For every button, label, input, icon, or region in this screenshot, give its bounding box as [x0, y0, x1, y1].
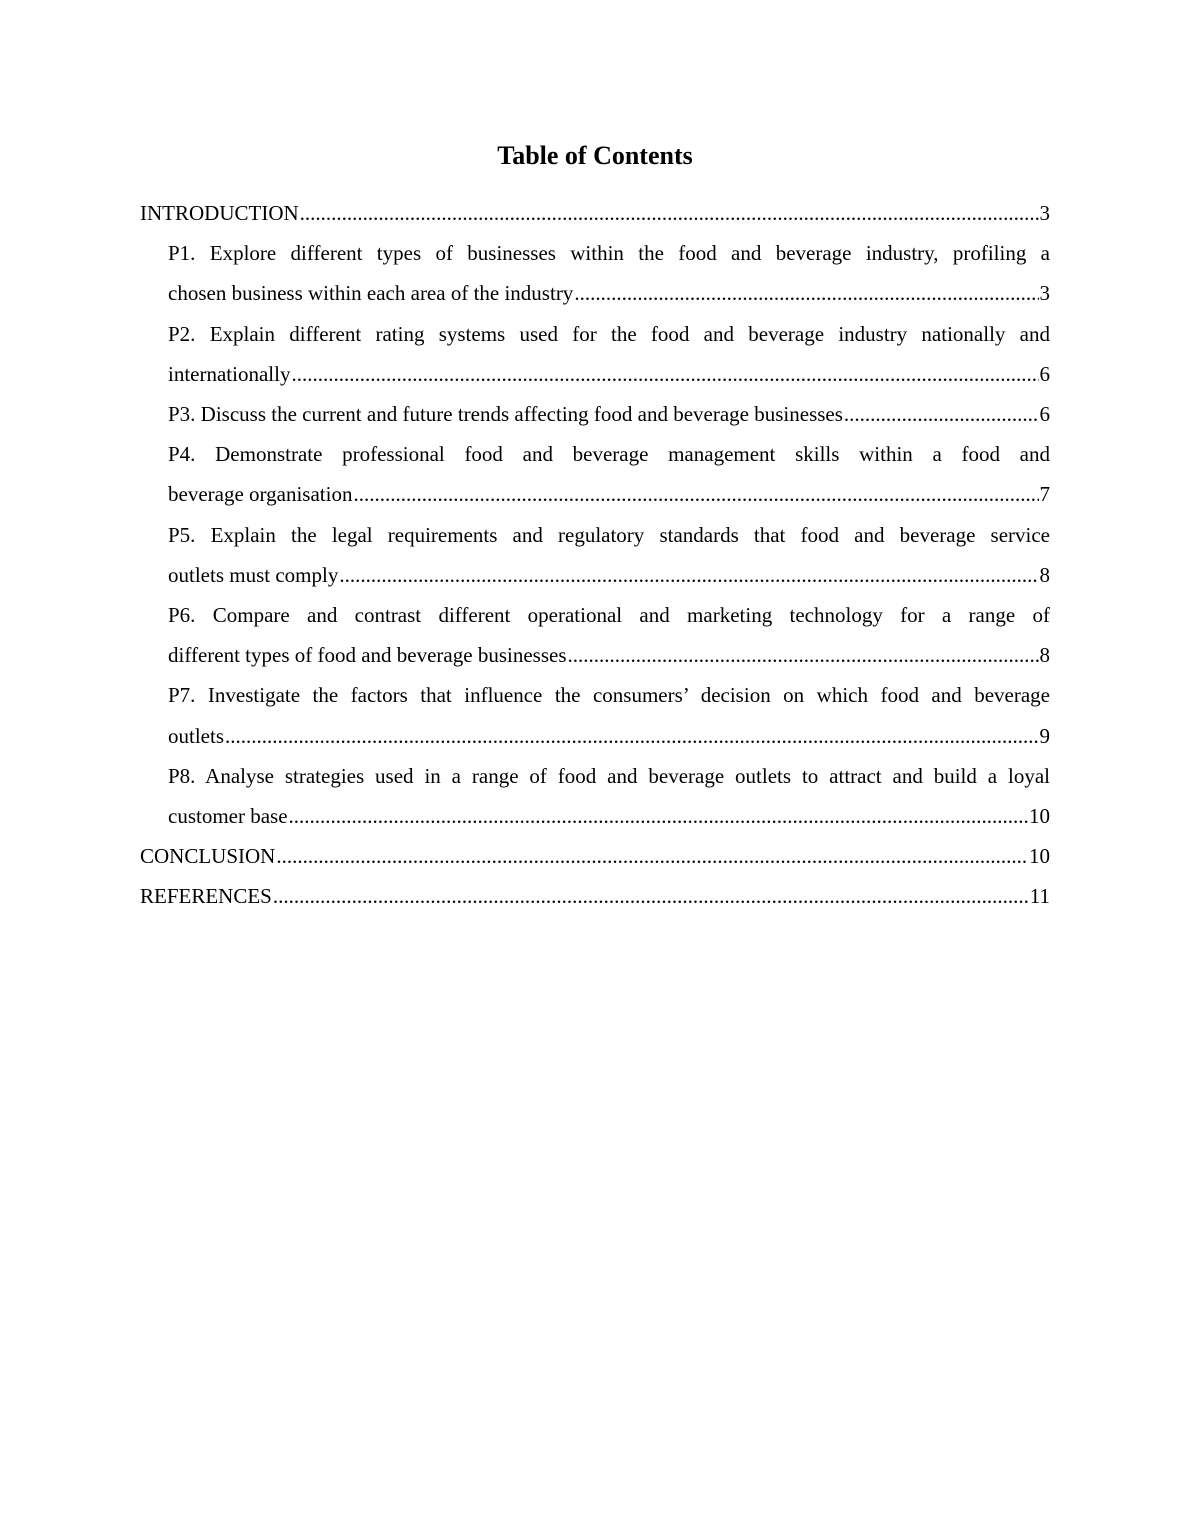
- dot-leader: [844, 394, 1039, 434]
- toc-page-number: 8: [1039, 562, 1050, 587]
- toc-list: [140, 193, 1050, 917]
- toc-entry-label-line1: P5. Explain the legal requirements and regulatory standards that food and beverage service: [168, 522, 1050, 547]
- page-title: Table of Contents: [497, 141, 693, 170]
- toc-page-number: 6: [1039, 361, 1050, 386]
- dot-leader: [291, 354, 1038, 394]
- toc-entry-label-line2: outlets must comply: [168, 562, 339, 587]
- toc-entry-p1[interactable]: [140, 233, 1050, 313]
- toc-entry-p8[interactable]: [140, 756, 1050, 836]
- toc-page-number: 9: [1039, 723, 1050, 748]
- toc-page-number: 3: [1039, 201, 1050, 225]
- toc-entry-label-line2: chosen business within each area of the industry: [168, 281, 574, 306]
- toc-entry-p4[interactable]: [140, 434, 1050, 514]
- dot-leader: [276, 836, 1028, 876]
- toc-entry-p6[interactable]: [140, 595, 1050, 675]
- dot-leader: [339, 555, 1038, 595]
- toc-page-number: 7: [1039, 482, 1050, 507]
- toc-entry-conclusion[interactable]: [140, 836, 1050, 876]
- toc-entry-label-line1: P6. Compare and contrast different operational and marketing technology for a range of: [168, 603, 1050, 628]
- toc-entry-p3[interactable]: [140, 394, 1050, 434]
- toc-entry-label-line1: P7. Investigate the factors that influence the consumers’ decision on which food and beverage: [168, 683, 1050, 708]
- toc-entry-p2[interactable]: [140, 314, 1050, 394]
- toc-page-number: 11: [1029, 884, 1050, 909]
- toc-entry-p7[interactable]: [140, 675, 1050, 755]
- dot-leader: [300, 193, 1039, 233]
- dot-leader: [568, 635, 1039, 675]
- toc-entry-label-line1: P1. Explore different types of businesses within the food and beverage industry, profiling a: [168, 241, 1050, 266]
- toc-entry-label-line2: beverage organisation: [168, 482, 353, 507]
- dot-leader: [225, 716, 1039, 756]
- toc-entry-label-line2: internationally: [168, 361, 291, 386]
- toc-page-number: 10: [1029, 804, 1050, 829]
- toc-entry-label-line2: customer base: [168, 804, 288, 829]
- toc-page-number: 3: [1039, 281, 1050, 306]
- toc-entry-label: CONCLUSION: [140, 844, 276, 869]
- toc-entry-label-line2: different types of food and beverage businesses: [168, 643, 567, 668]
- toc-entry-label: REFERENCES: [140, 884, 272, 909]
- toc-entry-p5[interactable]: [140, 515, 1050, 595]
- toc-entry-references[interactable]: [140, 876, 1050, 916]
- dot-leader: [353, 474, 1038, 514]
- toc-entry-label: INTRODUCTION: [140, 201, 299, 225]
- dot-leader: [289, 796, 1028, 836]
- dot-leader: [273, 876, 1029, 916]
- toc-entry-label-line2: outlets: [168, 723, 224, 748]
- toc-entry-label-line1: P4. Demonstrate professional food and beverage management skills within a food and: [168, 442, 1050, 467]
- toc-entry-label: P3. Discuss the current and future trends affecting food and beverage businesses: [168, 402, 843, 427]
- toc-entry-label-line1: P8. Analyse strategies used in a range of food and beverage outlets to attract and build a loyal: [168, 763, 1050, 788]
- dot-leader: [574, 273, 1038, 313]
- toc-entry-introduction[interactable]: [140, 193, 1050, 233]
- toc-entry-label-line1: P2. Explain different rating systems used for the food and beverage industry nationally and: [168, 321, 1050, 346]
- toc-page-number: 10: [1029, 844, 1050, 869]
- toc-page-number: 6: [1039, 402, 1050, 427]
- toc-page-number: 8: [1039, 643, 1050, 668]
